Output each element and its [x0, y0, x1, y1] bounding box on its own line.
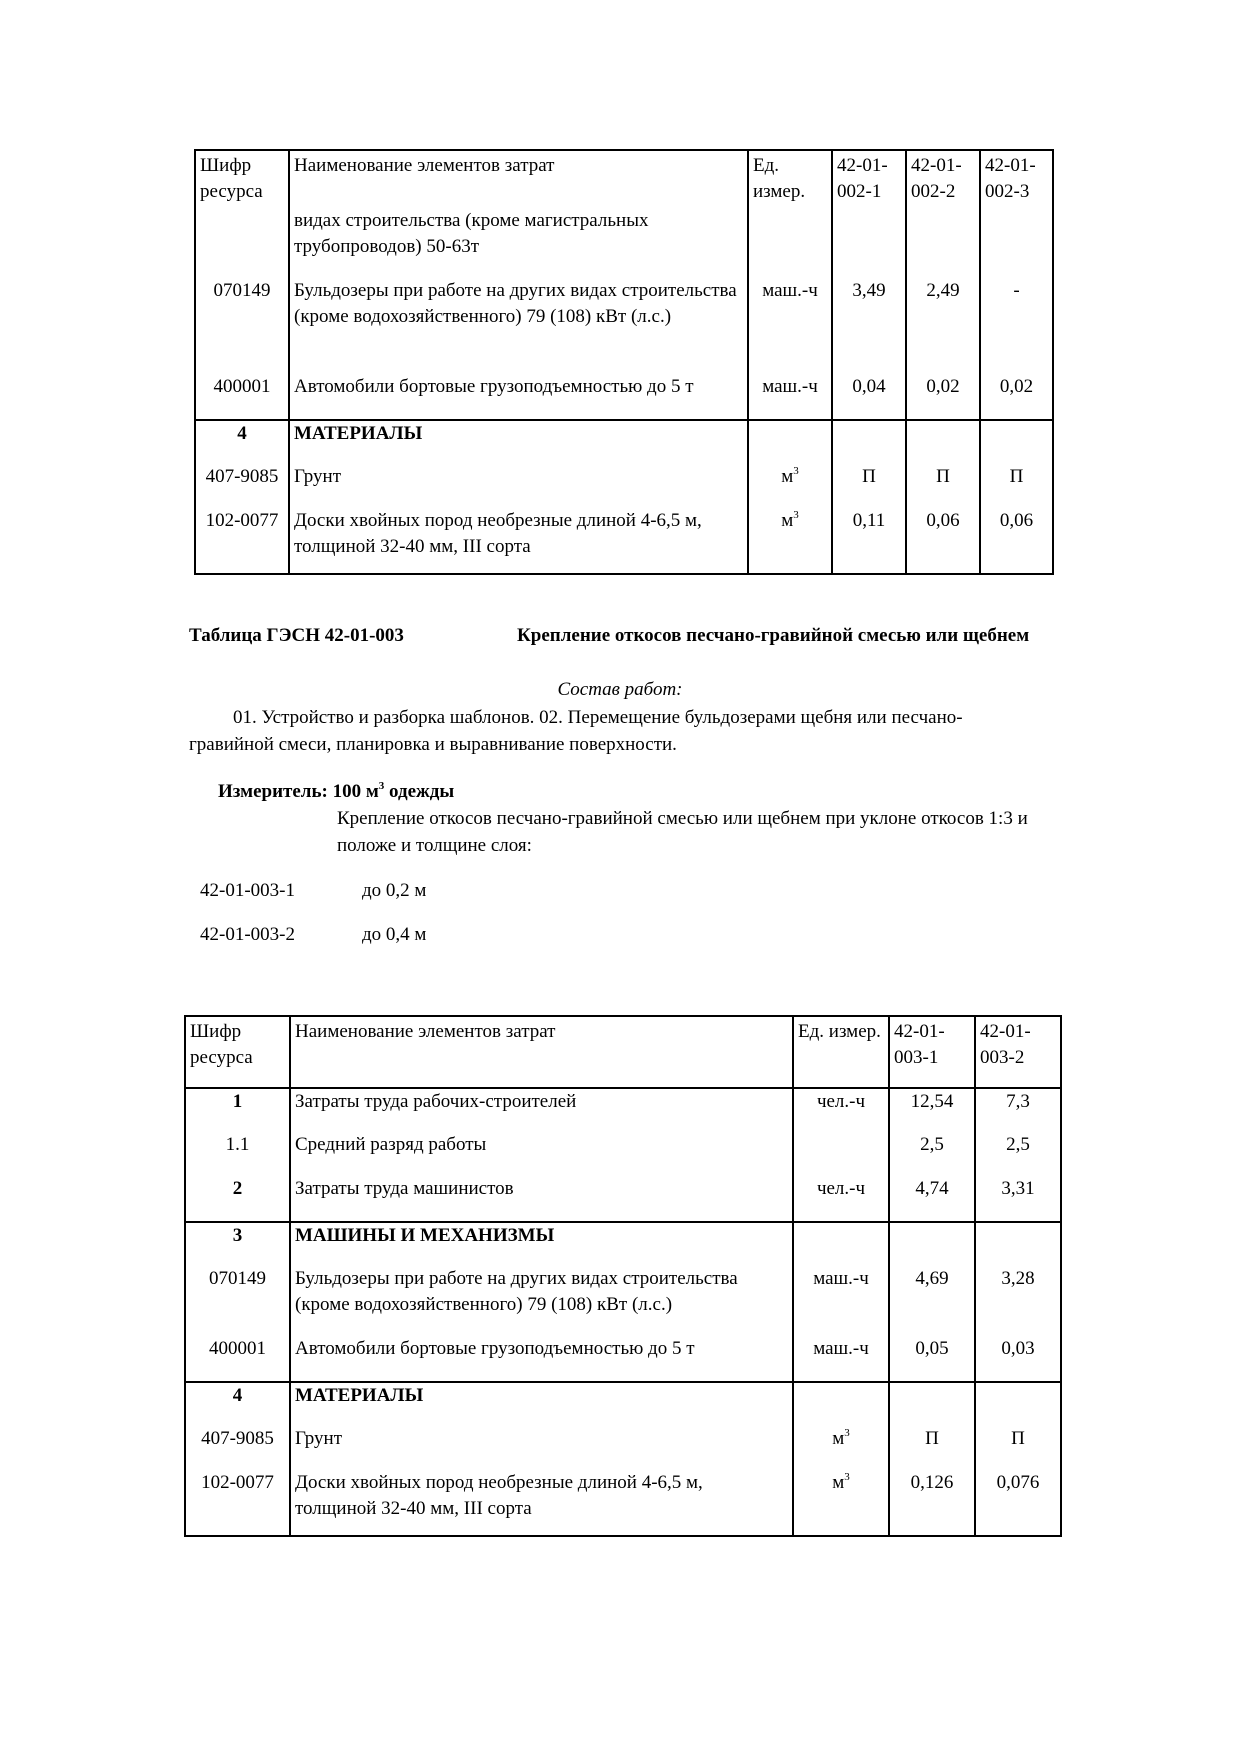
row-code: 1.1: [185, 1132, 290, 1176]
variant-text: до 0,2 м: [362, 880, 427, 901]
row-unit: чел.-ч: [793, 1088, 889, 1132]
row-value-1: 0,126: [889, 1470, 975, 1536]
header-norm-1: 42-01-003-1: [889, 1016, 975, 1088]
row-value-3: [980, 420, 1053, 464]
row-value-1: 4,69: [889, 1266, 975, 1336]
row-value-2: 0,076: [975, 1470, 1061, 1536]
row-value-2: 3,28: [975, 1266, 1061, 1336]
header-norm-2: 42-01-003-2: [975, 1016, 1061, 1088]
row-value-1: 3,49: [832, 278, 906, 374]
header-norm-2: 42-01-002-2: [906, 150, 980, 208]
header-unit: Ед. измер.: [748, 150, 832, 208]
row-code: 1: [185, 1088, 290, 1132]
header-name: Наименование элементов затрат: [290, 1016, 793, 1088]
row-value-2: 0,03: [975, 1336, 1061, 1382]
row-unit: [793, 1132, 889, 1176]
header-norm-1: 42-01-002-1: [832, 150, 906, 208]
work-heading: Состав работ:: [557, 679, 683, 700]
row-unit: маш.-ч: [793, 1266, 889, 1336]
row-code: 407-9085: [195, 464, 289, 508]
row-value-3: [980, 208, 1053, 278]
row-code: 102-0077: [185, 1470, 290, 1536]
row-value-2: 0,02: [906, 374, 980, 420]
variant-code: 42-01-003-1: [200, 880, 295, 901]
row-code: 2: [185, 1176, 290, 1222]
row-name: Автомобили бортовые грузоподъемностью до 5 т: [290, 1336, 793, 1382]
table-header-row: [195, 150, 1053, 208]
row-unit: маш.-ч: [748, 374, 832, 420]
row-code: 400001: [195, 374, 289, 420]
row-unit: [748, 208, 832, 278]
row-value-2: 2,5: [975, 1132, 1061, 1176]
row-code: 070149: [195, 278, 289, 374]
table-row: [185, 1176, 1061, 1222]
resource-table-42-01-003: [184, 1015, 1062, 1537]
row-name: Доски хвойных пород необрезные длиной 4-6,5 м, толщиной 32-40 мм, III сорта: [289, 508, 748, 574]
row-code: 070149: [185, 1266, 290, 1336]
resource-table-42-01-002: [194, 149, 1054, 575]
row-value-2: 7,3: [975, 1088, 1061, 1132]
table-section-row: [195, 420, 1053, 464]
row-value-2: 3,31: [975, 1176, 1061, 1222]
table-header-row: [185, 1016, 1061, 1088]
table-row: [195, 374, 1053, 420]
row-value-2: 2,49: [906, 278, 980, 374]
row-value-3: 0,06: [980, 508, 1053, 574]
row-name: Грунт: [289, 464, 748, 508]
row-value-2: П: [906, 464, 980, 508]
header-norm-3: 42-01-002-3: [980, 150, 1053, 208]
row-value-2: [975, 1382, 1061, 1426]
row-code: 4: [195, 420, 289, 464]
table-row: [185, 1336, 1061, 1382]
row-value-1: 0,11: [832, 508, 906, 574]
row-value-3: -: [980, 278, 1053, 374]
table-row: [195, 464, 1053, 508]
table-label: Таблица ГЭСН 42-01-003: [189, 625, 404, 646]
table-row: [185, 1426, 1061, 1470]
row-name: Средний разряд работы: [290, 1132, 793, 1176]
table-row: [185, 1088, 1061, 1132]
row-value-1: П: [832, 464, 906, 508]
row-name: МАТЕРИАЛЫ: [289, 420, 748, 464]
row-name: МАТЕРИАЛЫ: [290, 1382, 793, 1426]
row-value-1: 12,54: [889, 1088, 975, 1132]
row-unit: [748, 420, 832, 464]
table-section-row: [185, 1222, 1061, 1266]
row-value-1: 0,05: [889, 1336, 975, 1382]
row-code: 3: [185, 1222, 290, 1266]
header-code: Шифр ресурса: [185, 1016, 290, 1088]
row-name: Бульдозеры при работе на других видах строительства (кроме водохозяйственного) 79 (108) кВт (л.с.): [289, 278, 748, 374]
row-value-1: 0,04: [832, 374, 906, 420]
row-name: видах строительства (кроме магистральных трубопроводов) 50-63т: [289, 208, 748, 278]
row-name: Грунт: [290, 1426, 793, 1470]
row-value-2: П: [975, 1426, 1061, 1470]
row-unit: [793, 1222, 889, 1266]
row-unit: маш.-ч: [793, 1336, 889, 1382]
row-name: Затраты труда машинистов: [290, 1176, 793, 1222]
row-value-2: [906, 208, 980, 278]
meter-line: Измеритель: 100 $м^3$ одежды: [218, 780, 455, 802]
variant-code: 42-01-003-2: [200, 924, 295, 945]
header-unit: Ед. измер.: [793, 1016, 889, 1088]
row-code: [195, 208, 289, 278]
row-value-2: [975, 1222, 1061, 1266]
table-row: [185, 1132, 1061, 1176]
row-unit: $м^3$: [793, 1470, 889, 1536]
variant-description: Крепление откосов песчано-гравийной смесью или щебнем при уклоне откосов 1:3 и положе и толщине слоя:: [337, 808, 1028, 856]
row-value-2: [906, 420, 980, 464]
row-name: МАШИНЫ И МЕХАНИЗМЫ: [290, 1222, 793, 1266]
row-value-1: [832, 420, 906, 464]
row-name: Автомобили бортовые грузоподъемностью до 5 т: [289, 374, 748, 420]
row-code: 407-9085: [185, 1426, 290, 1470]
table-row: [195, 508, 1053, 574]
row-value-1: [889, 1382, 975, 1426]
header-code: Шифр ресурса: [195, 150, 289, 208]
work-text: 01. Устройство и разборка шаблонов. 02. Перемещение бульдозерами щебня или песчано-гравийной смеси, планировка и выравнивание поверхности.: [189, 707, 963, 755]
row-unit: чел.-ч: [793, 1176, 889, 1222]
table-row: [185, 1470, 1061, 1536]
row-unit: маш.-ч: [748, 278, 832, 374]
table-row: [195, 278, 1053, 374]
row-name: Доски хвойных пород необрезные длиной 4-6,5 м, толщиной 32-40 мм, III сорта: [290, 1470, 793, 1536]
row-name: Бульдозеры при работе на других видах строительства (кроме водохозяйственного) 79 (108) кВт (л.с.): [290, 1266, 793, 1336]
table-row: [185, 1266, 1061, 1336]
row-value-3: 0,02: [980, 374, 1053, 420]
row-code: 400001: [185, 1336, 290, 1382]
table-row: [195, 208, 1053, 278]
row-value-1: [832, 208, 906, 278]
row-unit: $м^3$: [748, 508, 832, 574]
row-unit: $м^3$: [748, 464, 832, 508]
row-name: Затраты труда рабочих-строителей: [290, 1088, 793, 1132]
row-value-1: 2,5: [889, 1132, 975, 1176]
row-value-1: 4,74: [889, 1176, 975, 1222]
header-name: Наименование элементов затрат: [289, 150, 748, 208]
row-unit: [793, 1382, 889, 1426]
row-value-1: П: [889, 1426, 975, 1470]
row-unit: $м^3$: [793, 1426, 889, 1470]
row-value-1: [889, 1222, 975, 1266]
row-value-3: П: [980, 464, 1053, 508]
row-code: 102-0077: [195, 508, 289, 574]
variant-text: до 0,4 м: [362, 924, 427, 945]
row-value-2: 0,06: [906, 508, 980, 574]
table-section-row: [185, 1382, 1061, 1426]
row-code: 4: [185, 1382, 290, 1426]
section-title: Крепление откосов песчано-гравийной смесью или щебнем: [517, 625, 1030, 646]
